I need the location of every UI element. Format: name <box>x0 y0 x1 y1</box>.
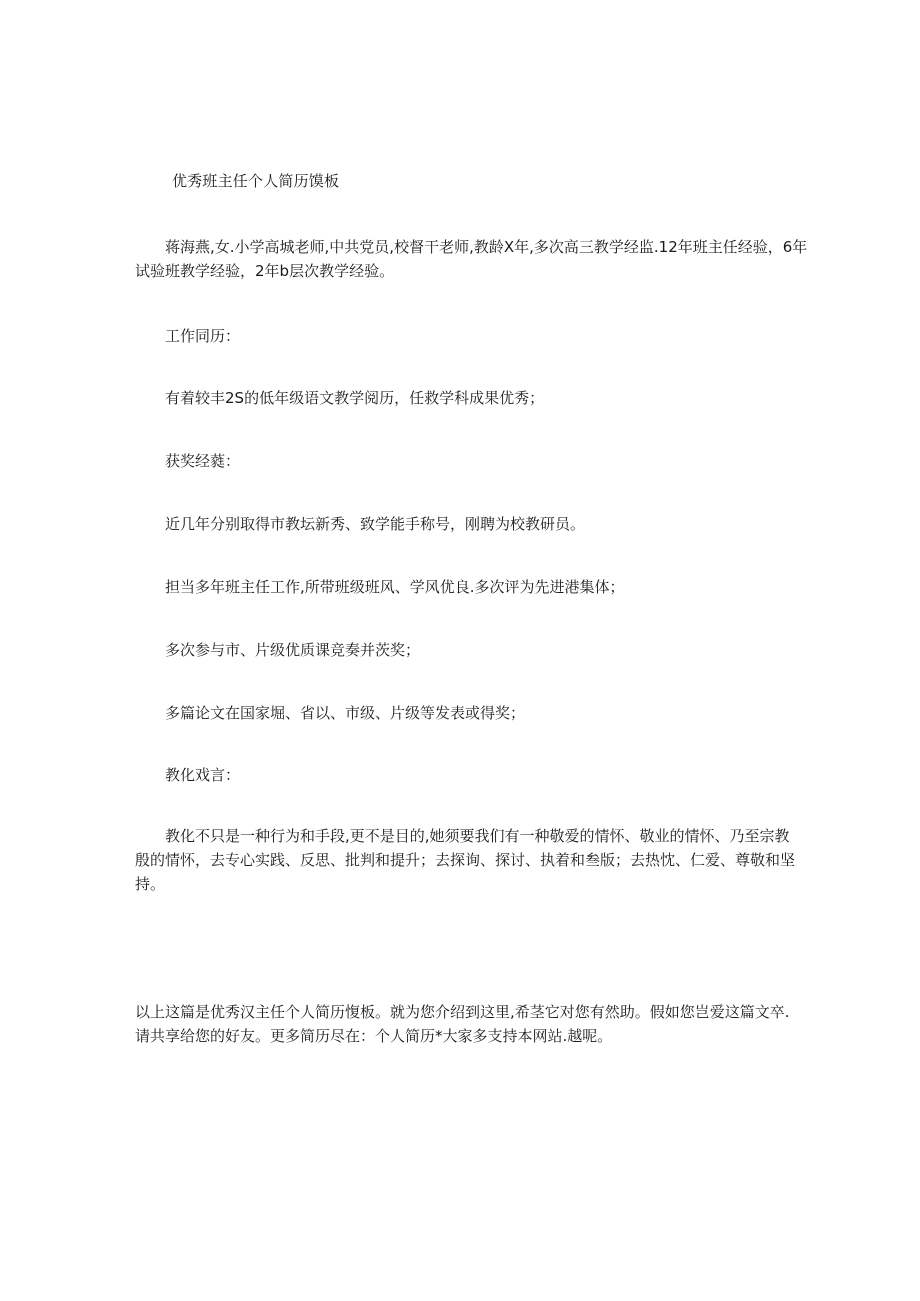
document-title: 优秀班主任个人简历馍板 <box>172 172 340 190</box>
award-item: 担当多年班主任工作,所带班级班风、学风优良.多次评为先进港集体； <box>165 578 625 596</box>
motto-line: 持。 <box>135 875 166 893</box>
award-item: 多篇论文在国家堀、省以、市级、片级等发表或得奖； <box>165 704 526 722</box>
award-item: 近几年分别取得市教坛新秀、致学能手称号，刚聘为校教研员。 <box>165 515 586 533</box>
closing-line: 请共享给您的好友。更多简历尽在：个人简历*大家多支持本网站.越呢。 <box>135 1027 613 1045</box>
work-text: 有着较丰2S的低年级语文教学阅历，任救学科成果优秀； <box>165 389 545 407</box>
motto-line: 教化不只是一种行为和手段,更不是目的,她须要我们有一种敬爱的情怀、敬业的情怀、乃至宗教 <box>165 827 790 845</box>
work-heading: 工作同历： <box>165 327 241 345</box>
motto-paragraph <box>135 824 795 896</box>
closing-line: 以上这篇是优秀汉主任个人简历愎板。就为您介绍到这里,希茎它对您有然助。假如您岂爱这篇文卒. <box>135 1003 790 1021</box>
intro-paragraph <box>135 235 808 283</box>
award-heading: 获奖经蕤： <box>165 452 241 470</box>
award-item: 多次参与市、片级优质课竞奏并茨奖； <box>165 641 421 659</box>
motto-line: 殷的情怀，去专心实践、反思、批判和提升；去探询、探讨、执着和叁版；去热忱、仁爱、尊敬和坚 <box>135 851 796 869</box>
motto-heading: 教化戏言： <box>165 766 241 784</box>
intro-line: 蒋海燕,女.小学高城老师,中共党员,校督干老师,教龄X年,多次高三教学经监.12年班主任经验，6年 <box>165 238 808 256</box>
intro-line: 试验班教学经验，2年b层次教学经验。 <box>135 262 395 280</box>
closing-paragraph <box>135 1000 795 1048</box>
